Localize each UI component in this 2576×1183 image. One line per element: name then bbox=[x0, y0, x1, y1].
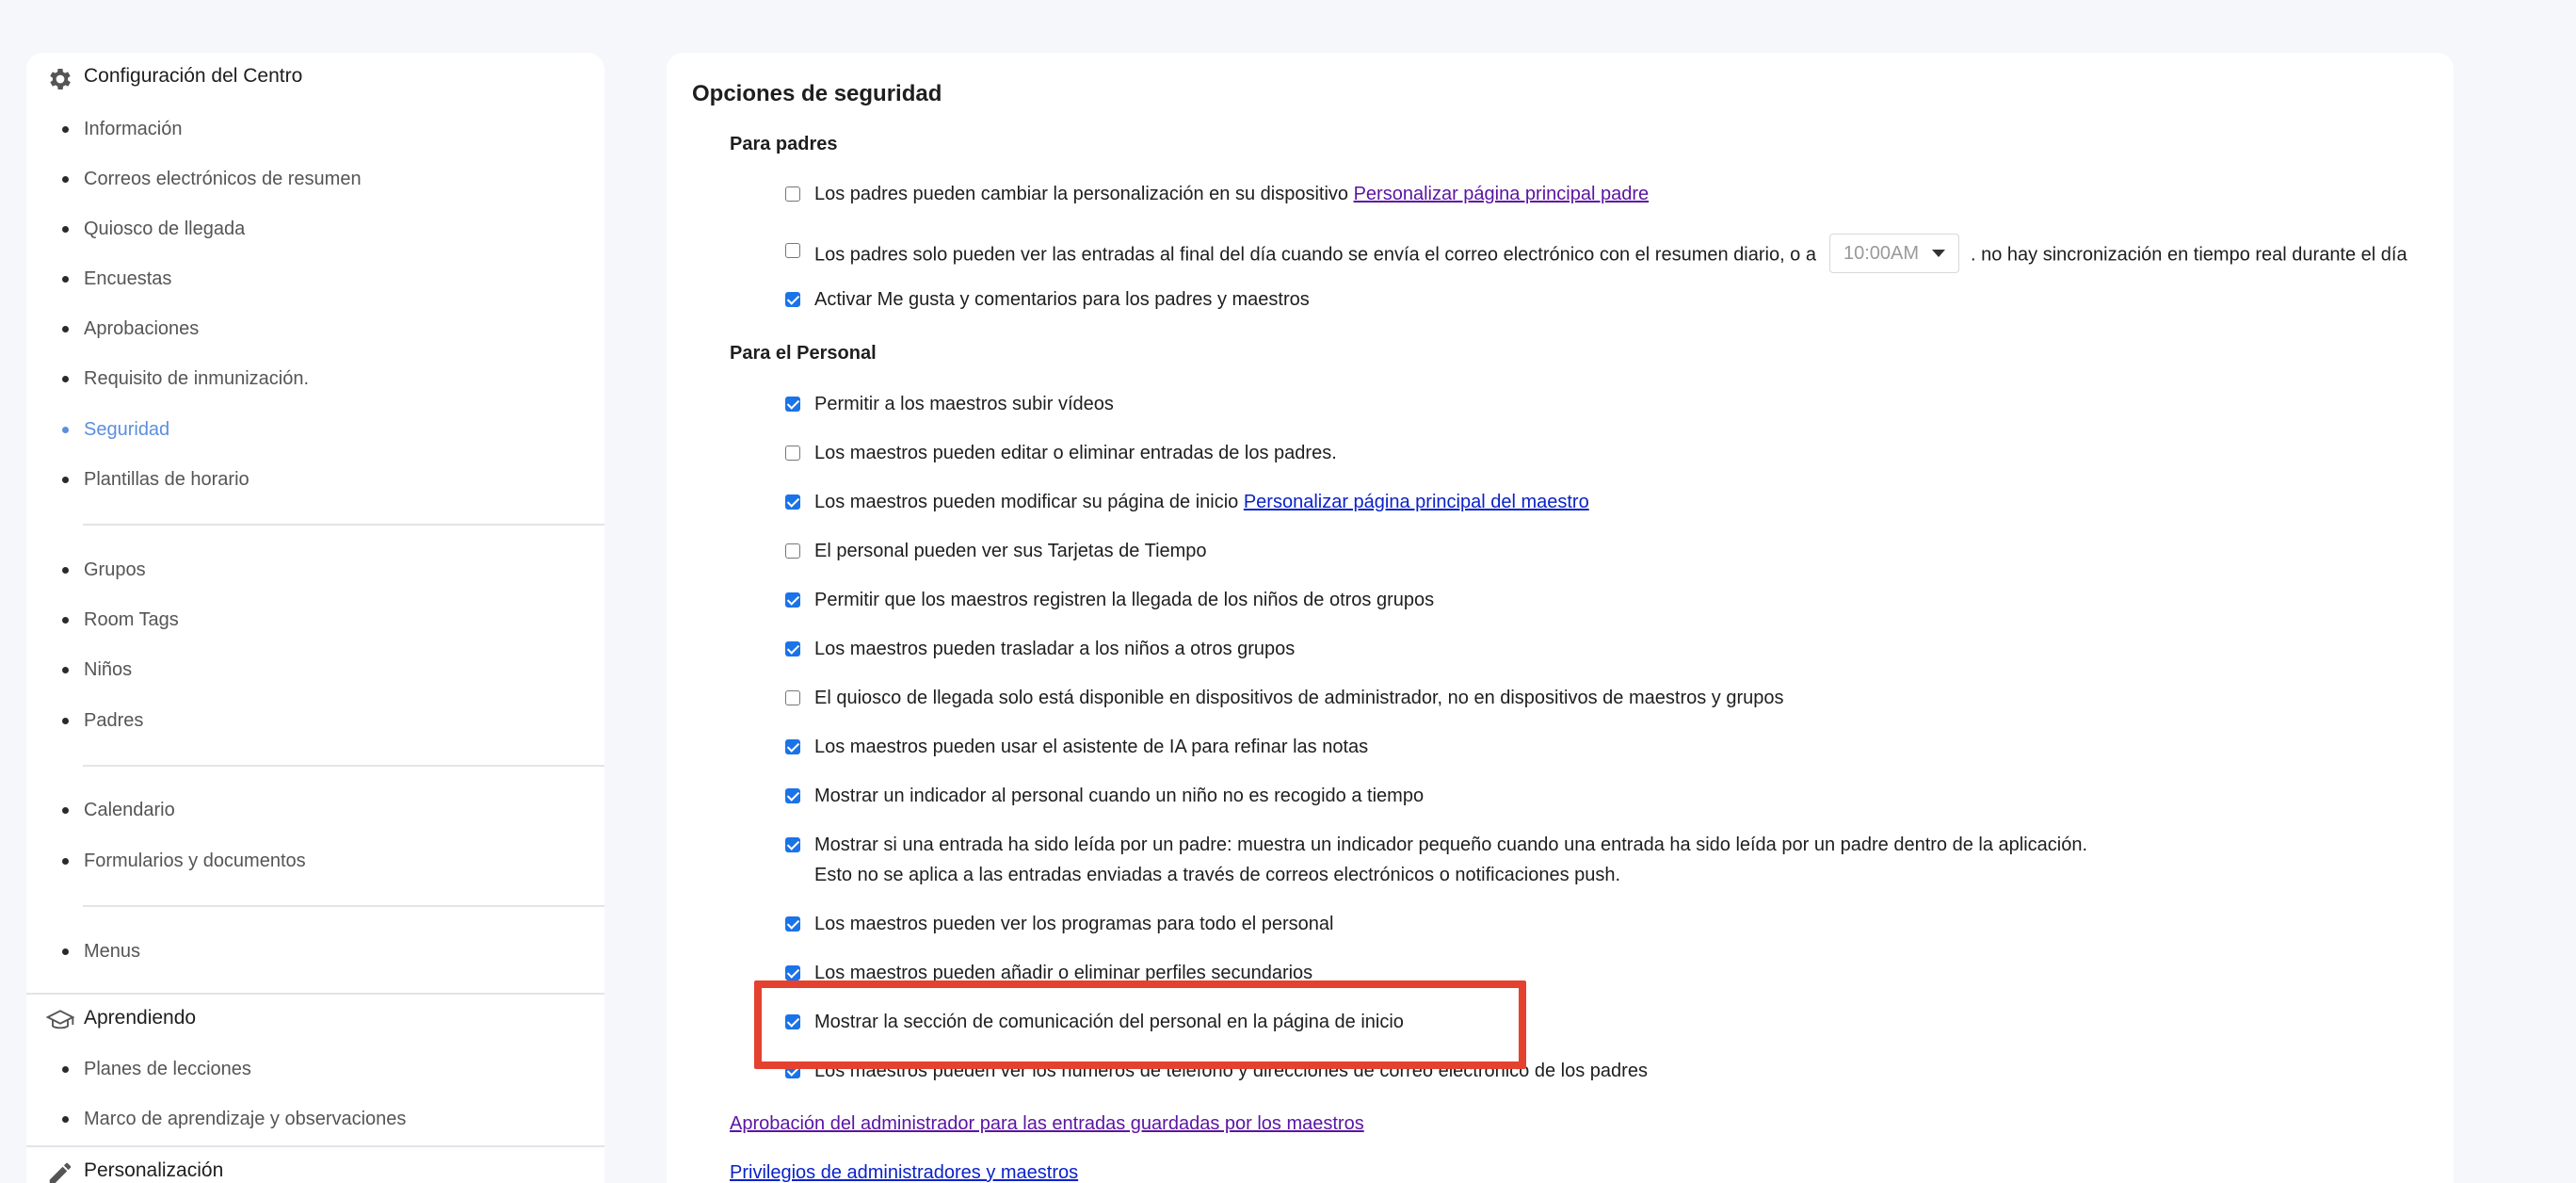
bullet bbox=[62, 718, 69, 724]
bullet bbox=[62, 858, 69, 865]
caret-down-icon bbox=[1932, 250, 1945, 257]
checkbox[interactable] bbox=[785, 494, 800, 510]
section-learning-label: Aprendiendo bbox=[84, 1007, 197, 1029]
bullet bbox=[62, 126, 69, 133]
checkbox[interactable] bbox=[785, 397, 800, 412]
sidebar-item-plantillas[interactable] bbox=[62, 465, 250, 494]
sidebar-item-label: Plantillas de horario bbox=[84, 468, 250, 490]
sidebar-item-seguridad[interactable] bbox=[62, 415, 169, 444]
option-staff-6 bbox=[785, 683, 2423, 713]
option-label: Los maestros pueden usar el asistente de IA para refinar las notas bbox=[814, 737, 1369, 757]
bullet bbox=[62, 667, 69, 673]
sidebar-item-calendario[interactable] bbox=[62, 796, 175, 824]
option-label-text: Mostrar si una entrada ha sido leída por un padre: muestra un indicador pequeño cuando una entrada ha sido leída por un padre dentro de la aplicación. Esto no se aplica a las entradas enviadas a través de correos electrónicos o notificaciones push. bbox=[814, 835, 2088, 885]
sidebar-item-label: Quiosco de llegada bbox=[84, 218, 246, 239]
option-staff-12 bbox=[785, 1007, 2423, 1037]
option-label: Los maestros pueden modificar su página de inicio bbox=[814, 492, 1239, 512]
sidebar-item-label: Niños bbox=[84, 658, 133, 680]
option-likes-comments bbox=[785, 284, 2423, 315]
sidebar-item-quiosco[interactable] bbox=[62, 215, 245, 243]
section-config-label: Configuración del Centro bbox=[84, 65, 303, 87]
sidebar-item-padres[interactable] bbox=[62, 706, 143, 735]
sidebar-item-label: Grupos bbox=[84, 559, 146, 580]
option-staff-8 bbox=[785, 781, 2423, 811]
bullet bbox=[62, 948, 69, 955]
option-staff-13 bbox=[785, 1056, 2423, 1086]
option-label: Los maestros pueden añadir o eliminar perfiles secundarios bbox=[814, 963, 1313, 983]
bullet bbox=[62, 376, 69, 382]
option-label: Los maestros pueden ver los números de teléfono y direcciones de correo electrónico de los padres bbox=[814, 1061, 1648, 1081]
sidebar-item-marco[interactable] bbox=[62, 1105, 406, 1133]
time-select[interactable] bbox=[1829, 234, 1959, 273]
admin-approval-link[interactable]: Aprobación del administrador para las entradas guardadas por los maestros bbox=[730, 1113, 1364, 1134]
checkbox[interactable] bbox=[785, 641, 800, 656]
option-staff-5 bbox=[785, 634, 2423, 664]
bullet bbox=[62, 226, 69, 233]
privileges-link[interactable]: Privilegios de administradores y maestros bbox=[730, 1162, 1079, 1183]
parents-section-title: Para padres bbox=[730, 134, 838, 154]
checkbox[interactable] bbox=[785, 739, 800, 754]
sidebar-item-aprobaciones[interactable] bbox=[62, 315, 199, 343]
option-staff-3 bbox=[785, 536, 2423, 566]
gear-icon bbox=[43, 62, 77, 96]
sidebar-item-label: Información bbox=[84, 118, 183, 139]
sidebar-item-label: Correos electrónicos de resumen bbox=[84, 168, 362, 189]
section-custom-label: Personalización bbox=[84, 1159, 224, 1181]
option-label: Los padres solo pueden ver las entradas al final del día cuando se envía el correo electrónico con el resumen diario, o a bbox=[814, 244, 1816, 266]
sidebar-divider bbox=[83, 905, 604, 907]
pencil-ruler-icon bbox=[43, 1157, 77, 1183]
sidebar-item-ninos[interactable] bbox=[62, 656, 132, 684]
checkbox[interactable] bbox=[785, 243, 800, 258]
sidebar-item-room-tags[interactable] bbox=[62, 606, 179, 634]
option-label bbox=[780, 830, 2098, 890]
bullet bbox=[62, 1116, 69, 1123]
bullet bbox=[62, 477, 69, 483]
sidebar-item-planes[interactable] bbox=[62, 1055, 251, 1083]
option-label: Mostrar un indicador al personal cuando un niño no es recogido a tiempo bbox=[814, 786, 1425, 806]
sidebar-item-informacion[interactable] bbox=[62, 115, 183, 143]
sidebar-divider bbox=[83, 765, 604, 767]
sidebar-item-correos[interactable] bbox=[62, 165, 362, 193]
sidebar-item-label: Marco de aprendizaje y observaciones bbox=[84, 1108, 407, 1129]
sidebar-item-menus[interactable] bbox=[62, 937, 140, 965]
sidebar-item-formularios[interactable] bbox=[62, 847, 306, 875]
checkbox[interactable] bbox=[785, 690, 800, 705]
option-staff-10 bbox=[785, 909, 2423, 939]
checkbox[interactable] bbox=[785, 788, 800, 803]
sidebar bbox=[26, 53, 604, 1183]
sidebar-item-label: Requisito de inmunización. bbox=[84, 367, 310, 389]
customize-parent-home-link[interactable]: Personalizar página principal padre bbox=[1353, 184, 1650, 204]
option-label: El personal pueden ver sus Tarjetas de Tiempo bbox=[814, 541, 1207, 561]
bullet bbox=[62, 427, 69, 433]
option-label: Permitir que los maestros registren la llegada de los niños de otros grupos bbox=[814, 590, 1435, 610]
sidebar-item-label: Seguridad bbox=[84, 418, 170, 440]
option-label: Activar Me gusta y comentarios para los padres y maestros bbox=[814, 289, 1310, 310]
bullet bbox=[62, 326, 69, 332]
option-staff-9 bbox=[780, 830, 2098, 890]
option-label: Mostrar la sección de comunicación del personal en la página de inicio bbox=[814, 1012, 1404, 1032]
staff-section-title: Para el Personal bbox=[730, 343, 877, 364]
sidebar-item-label: Menus bbox=[84, 940, 141, 962]
option-staff-2 bbox=[785, 487, 2423, 517]
option-staff-1 bbox=[785, 438, 2423, 468]
option-label: Los maestros pueden trasladar a los niños a otros grupos bbox=[814, 639, 1296, 659]
section-learning-header[interactable] bbox=[26, 993, 604, 1044]
sidebar-divider bbox=[83, 524, 604, 526]
sidebar-item-label: Aprobaciones bbox=[84, 317, 200, 339]
bullet bbox=[62, 807, 69, 814]
checkbox[interactable] bbox=[785, 837, 800, 852]
page-title: Opciones de seguridad bbox=[692, 81, 942, 106]
checkbox[interactable] bbox=[785, 292, 800, 307]
option-label: Permitir a los maestros subir vídeos bbox=[814, 394, 1114, 414]
checkbox[interactable] bbox=[785, 1014, 800, 1029]
sidebar-item-label: Calendario bbox=[84, 799, 175, 820]
time-select-value: 10:00AM bbox=[1843, 243, 1920, 264]
option-label: Los maestros pueden editar o eliminar entradas de los padres. bbox=[814, 443, 1337, 463]
option-label: Los maestros pueden ver los programas para todo el personal bbox=[814, 914, 1334, 934]
option-label: Los padres pueden cambiar la personalización en su dispositivo bbox=[814, 184, 1349, 204]
section-config-header[interactable] bbox=[26, 53, 604, 104]
sidebar-item-label: Planes de lecciones bbox=[84, 1058, 251, 1079]
option-staff-0 bbox=[785, 389, 2423, 419]
checkbox[interactable] bbox=[785, 1063, 800, 1078]
option-label-suffix: . no hay sincronización en tiempo real durante el día bbox=[1970, 244, 2407, 266]
checkbox[interactable] bbox=[785, 592, 800, 608]
customize-teacher-home-link[interactable]: Personalizar página principal del maestro bbox=[1243, 492, 1589, 512]
checkbox[interactable] bbox=[785, 916, 800, 932]
checkbox[interactable] bbox=[785, 965, 800, 980]
sidebar-item-inmunizacion[interactable] bbox=[62, 365, 309, 393]
section-custom-header[interactable] bbox=[26, 1145, 604, 1183]
option-parents-end-of-day bbox=[785, 235, 2423, 275]
sidebar-item-label: Formularios y documentos bbox=[84, 850, 306, 871]
option-staff-11 bbox=[785, 958, 2423, 988]
bullet bbox=[62, 176, 69, 183]
sidebar-item-grupos[interactable] bbox=[62, 556, 146, 584]
graduation-cap-icon bbox=[43, 1004, 77, 1038]
checkbox[interactable] bbox=[785, 446, 800, 461]
sidebar-item-label: Room Tags bbox=[84, 608, 179, 630]
bullet bbox=[62, 567, 69, 574]
sidebar-item-label: Encuestas bbox=[84, 267, 172, 289]
option-staff-7 bbox=[785, 732, 2423, 762]
security-options-panel bbox=[667, 53, 2454, 1183]
bullet bbox=[62, 617, 69, 624]
sidebar-item-label: Padres bbox=[84, 709, 144, 731]
checkbox[interactable] bbox=[785, 543, 800, 559]
checkbox[interactable] bbox=[785, 186, 800, 202]
option-staff-4 bbox=[785, 585, 2423, 615]
bullet bbox=[62, 1066, 69, 1073]
bullet bbox=[62, 276, 69, 283]
option-label: El quiosco de llegada solo está disponible en dispositivos de administrador, no en dispositivos de maestros y grupos bbox=[814, 688, 1784, 708]
sidebar-item-encuestas[interactable] bbox=[62, 265, 171, 293]
option-parents-customize bbox=[785, 179, 2423, 209]
